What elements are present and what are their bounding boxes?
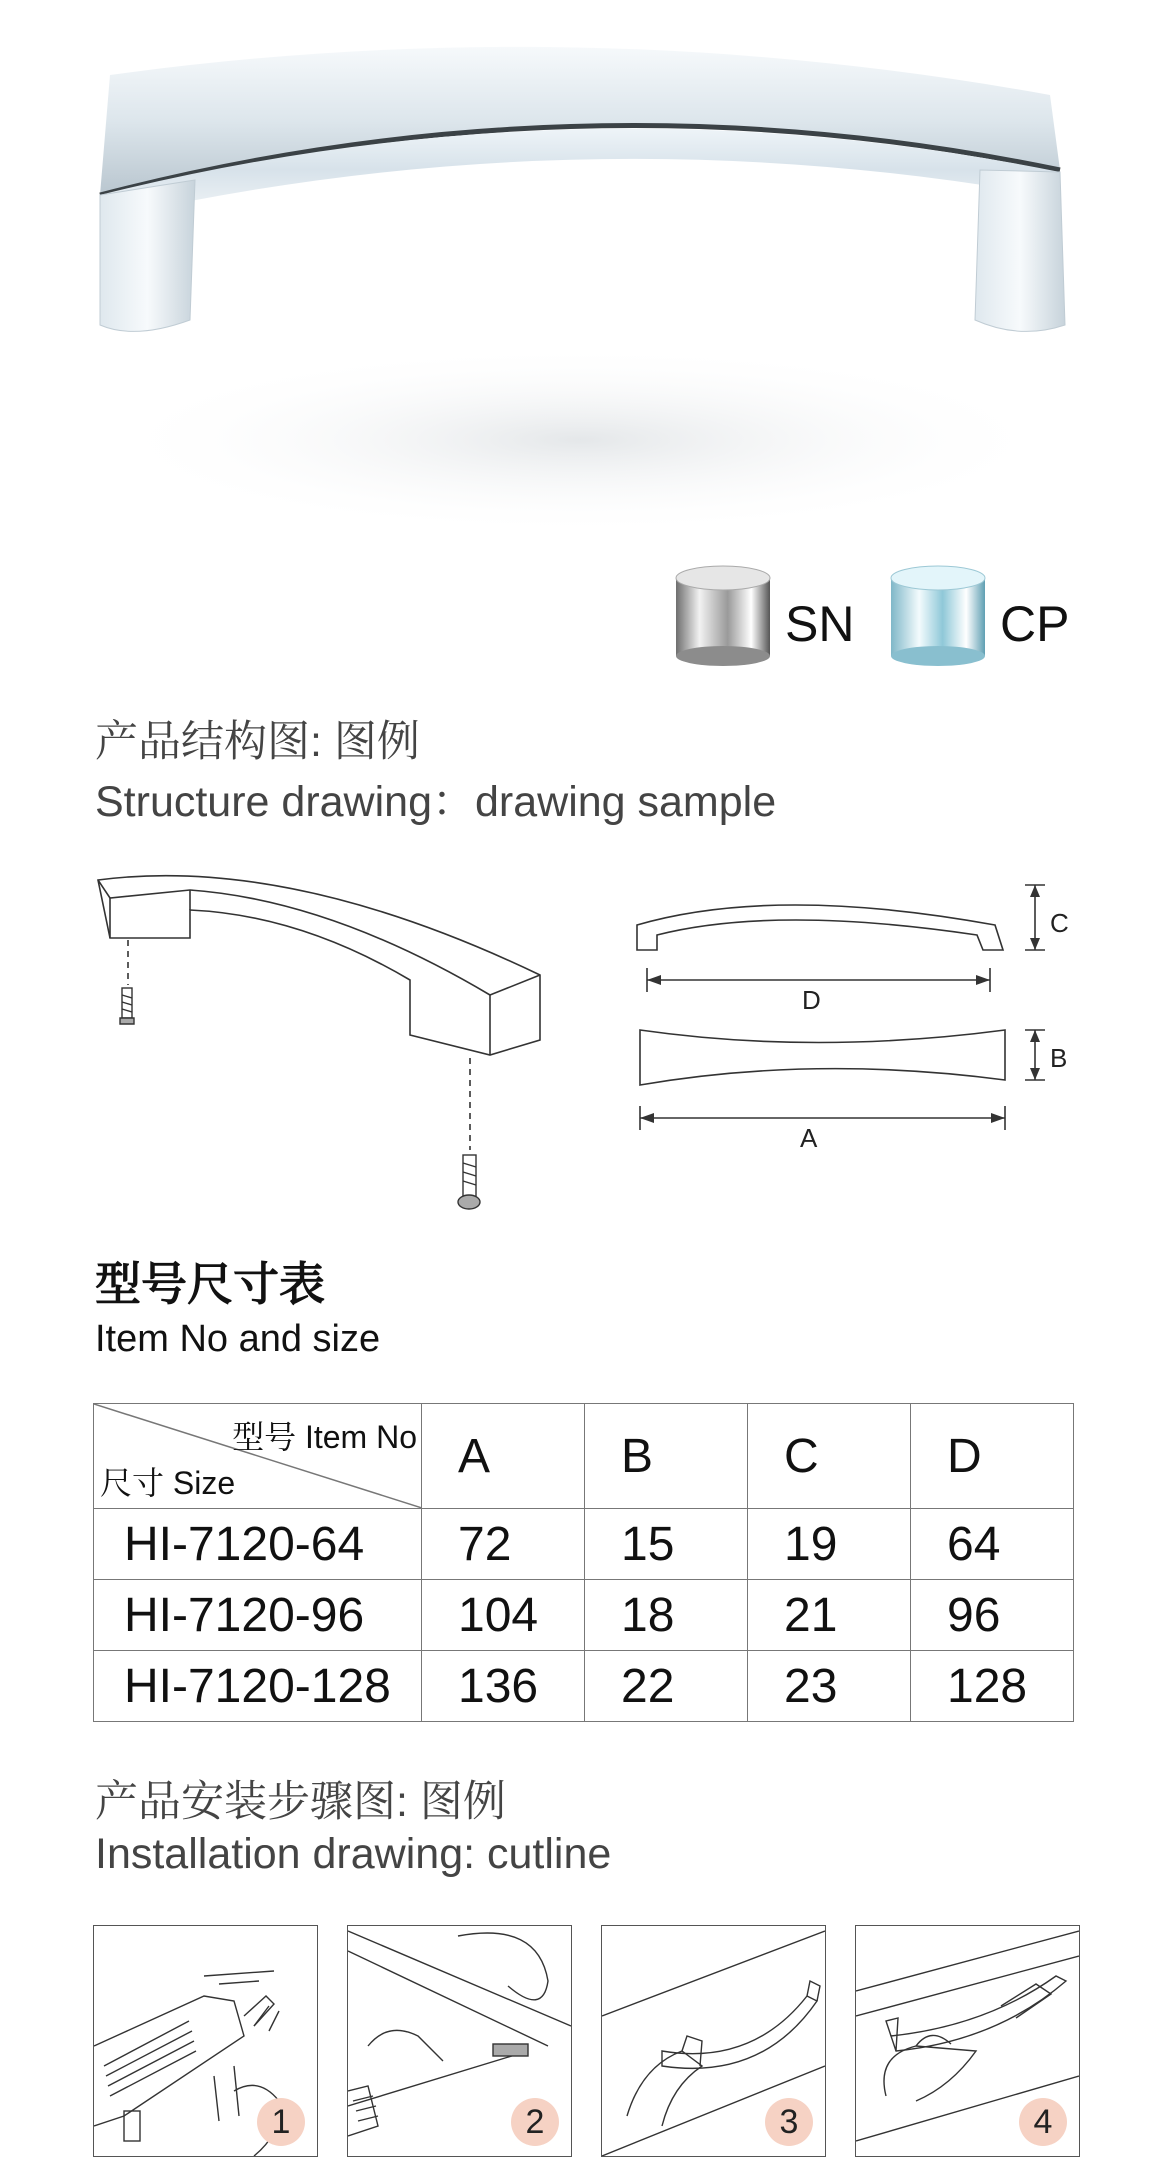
- column-header-a: A: [422, 1404, 585, 1509]
- installation-step-2: [347, 1925, 572, 2157]
- structure-isometric-drawing: [90, 860, 570, 1220]
- sn-finish-sample-icon: [668, 560, 778, 670]
- step-number-badge: 1: [257, 2098, 305, 2146]
- structure-title-cn: 产品结构图: 图例: [95, 718, 420, 766]
- table-header-row: [94, 1404, 1074, 1509]
- installation-step-4: [855, 1925, 1080, 2157]
- dimension-label-c: C: [1050, 908, 1069, 938]
- size-c-cell: 21: [748, 1580, 911, 1651]
- item-number-cell: HI-7120-128: [94, 1651, 422, 1722]
- corner-label-size: 尺寸 Size: [100, 1465, 236, 1501]
- table-corner-cell: [94, 1404, 422, 1509]
- column-header-d: D: [911, 1404, 1074, 1509]
- structure-dimension-drawing: [625, 880, 1095, 1180]
- step-number-badge: 2: [511, 2098, 559, 2146]
- dimension-label-b: B: [1050, 1043, 1068, 1073]
- column-header-b: B: [585, 1404, 748, 1509]
- sn-finish-label: SN: [785, 596, 855, 652]
- table-row: [94, 1651, 1074, 1722]
- table-row: [94, 1509, 1074, 1580]
- size-c-cell: 23: [748, 1651, 911, 1722]
- size-a-cell: 136: [422, 1651, 585, 1722]
- size-table: [93, 1403, 1074, 1722]
- size-c-cell: 19: [748, 1509, 911, 1580]
- cp-finish-label: CP: [1000, 596, 1070, 652]
- size-a-cell: 104: [422, 1580, 585, 1651]
- size-d-cell: 128: [911, 1651, 1074, 1722]
- item-number-cell: HI-7120-64: [94, 1509, 422, 1580]
- size-b-cell: 18: [585, 1580, 748, 1651]
- size-a-cell: 72: [422, 1509, 585, 1580]
- cp-finish-sample-icon: [883, 560, 993, 670]
- step-number-badge: 4: [1019, 2098, 1067, 2146]
- structure-title-en: Structure drawing：drawing sample: [95, 778, 777, 826]
- step-number-badge: 3: [765, 2098, 813, 2146]
- dimension-label-a: A: [800, 1123, 818, 1153]
- column-header-c: C: [748, 1404, 911, 1509]
- table-row: [94, 1580, 1074, 1651]
- product-hero-image: [60, 20, 1100, 540]
- size-b-cell: 15: [585, 1509, 748, 1580]
- installation-title-en: Installation drawing: cutline: [95, 1830, 612, 1878]
- size-table-title-cn: 型号尺寸表: [95, 1258, 325, 1310]
- size-d-cell: 64: [911, 1509, 1074, 1580]
- size-table-title-en: Item No and size: [95, 1318, 381, 1360]
- item-number-cell: HI-7120-96: [94, 1580, 422, 1651]
- installation-step-3: [601, 1925, 826, 2157]
- dimension-label-d: D: [802, 985, 821, 1015]
- size-d-cell: 96: [911, 1580, 1074, 1651]
- installation-step-1: [93, 1925, 318, 2157]
- size-b-cell: 22: [585, 1651, 748, 1722]
- installation-title-cn: 产品安装步骤图: 图例: [95, 1778, 506, 1826]
- corner-label-item-no: 型号 Item No: [232, 1419, 417, 1455]
